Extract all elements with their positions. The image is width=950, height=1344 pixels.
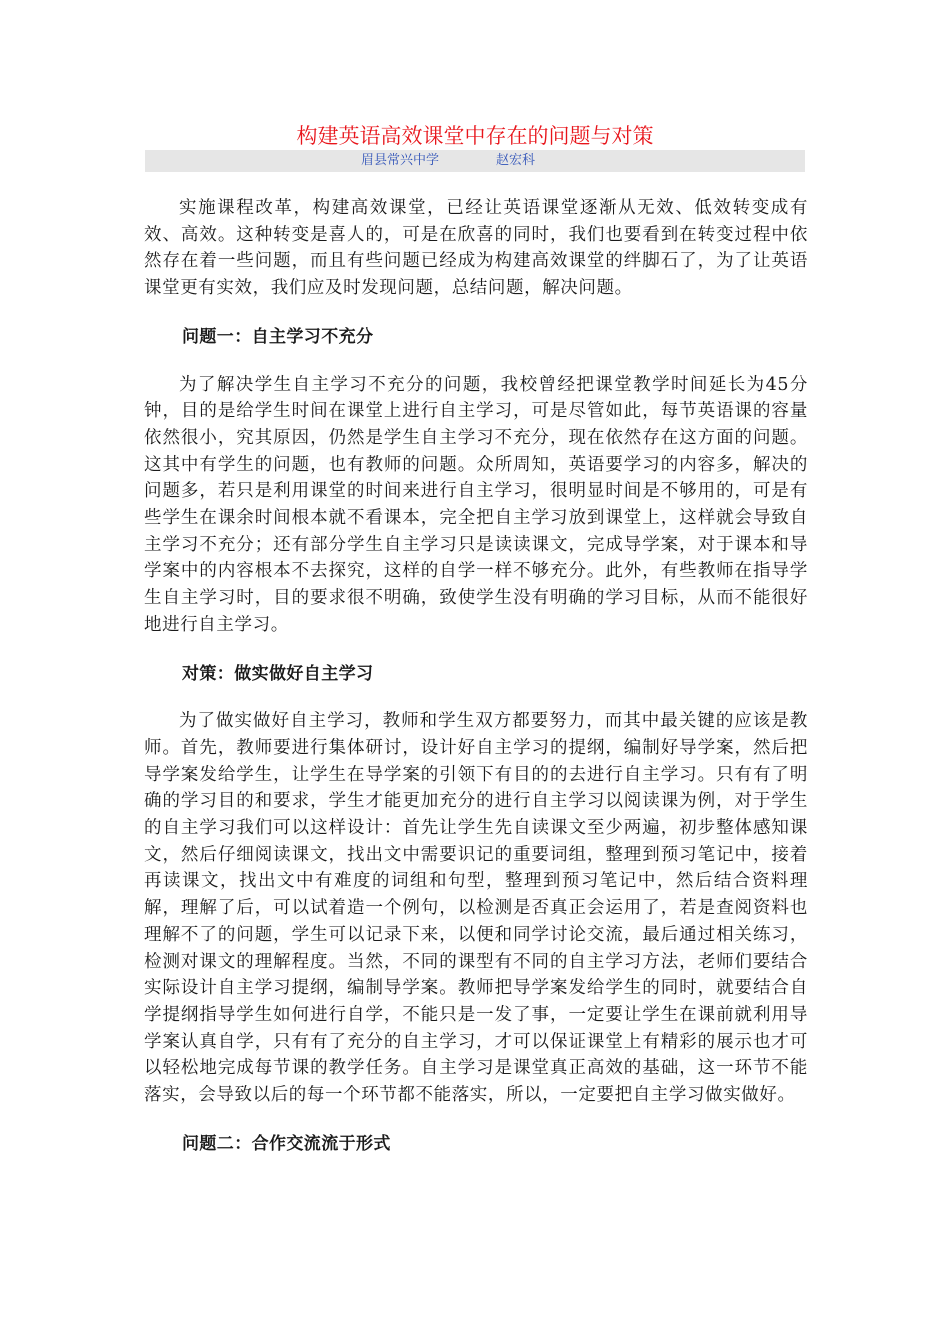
document-title: 构建英语高效课堂中存在的问题与对策 [296,124,654,148]
strategy-one-paragraph: 为了做实做好自主学习，教师和学生双方都要努力，而其中最关键的应该是教师。首先，教师要进行集体研讨，设计好自主学习的提纲，编制好导学案，然后把导学案发给学生，让学生在导学案的引领下有目的的去进行自主学习。只有有了明确的学习目的和要求，学生才能更加充分的进行自主学习以阅读课为例，对于学生的自主学习我们可以这样设计：首先让学生先自读课文至少两遍，初步整体感知课文，然后仔细阅读课文，找出文中需要识记的重要词组，整理到预习笔记中，接着再读课文，找出文中有难度的词组和句型，整理到预习笔记中，然后结合资料理解，理解了后，可以试着造一个例句，以检测是否真正会运用了，若是查阅资料也理解不了的问题，学生可以记录下来，以便和同学讨论交流，最后通过相关练习，检测对课文的理解程度。当然，不同的课型有不同的自主学习方法，老师们要结合实际设计自主学习提纲，编制导学案。教师把导学案发给学生的同时，就要结合自学提纲指导学生如何进行自学，不能只是一发了事，一定要让学生在课前就利用导学案认真自学，只有有了充分的自主学习，才可以保证课堂上有精彩的展示也才可以轻松地完成每节课的教学任务。自主学习是课堂真正高效的基础，这一环节不能落实，会导致以后的每一个环节都不能落实，所以，一定要把自主学习做实做好。 [144,711,808,1106]
intro-paragraph: 实施课程改革，构建高效课堂，已经让英语课堂逐渐从无效、低效转变成有效、高效。这种转变是喜人的，可是在欣喜的同时，我们也要看到在转变过程中依然存在着一些问题，而且有些问题已经成为构建高效课堂的绊脚石了，为了让英语课堂更有实效，我们应及时发现问题，总结问题，解决问题。 [144,198,808,299]
problem-two-heading: 问题二：合作交流流于形式 [182,1133,391,1154]
strategy-one-heading: 对策：做实做好自主学习 [182,663,374,684]
school-name: 眉县常兴中学 [361,153,440,168]
problem-one-paragraph: 为了解决学生自主学习不充分的问题，我校曾经把课堂教学时间延长为45分钟，目的是给学生时间在课堂上进行自主学习，可是尽管如此，每节英语课的容量依然很小，究其原因，仍然是学生自主学习不充分，现在依然存在这方面的问题。这其中有学生的问题，也有教师的问题。众所周知，英语要学习的内容多，解决的问题多，若只是利用课堂的时间来进行自主学习，很明显时间是不够用的，可是有些学生在课余时间根本就不看课本，完全把自主学习放到课堂上，这样就会导致自主学习不充分；还有部分学生自主学习只是读读课文，完成导学案，对于课本和导学案中的内容根本不去探究，这样的自学一样不够充分。此外，有些教师在指导学生自主学习时，目的要求很不明确，致使学生没有明确的学习目标，从而不能很好地进行自主学习。 [144,374,808,635]
byline-band [145,150,805,172]
article-body [144,195,808,1158]
problem-one-heading: 问题一：自主学习不充分 [182,326,374,347]
author-name: 赵宏科 [496,153,536,168]
